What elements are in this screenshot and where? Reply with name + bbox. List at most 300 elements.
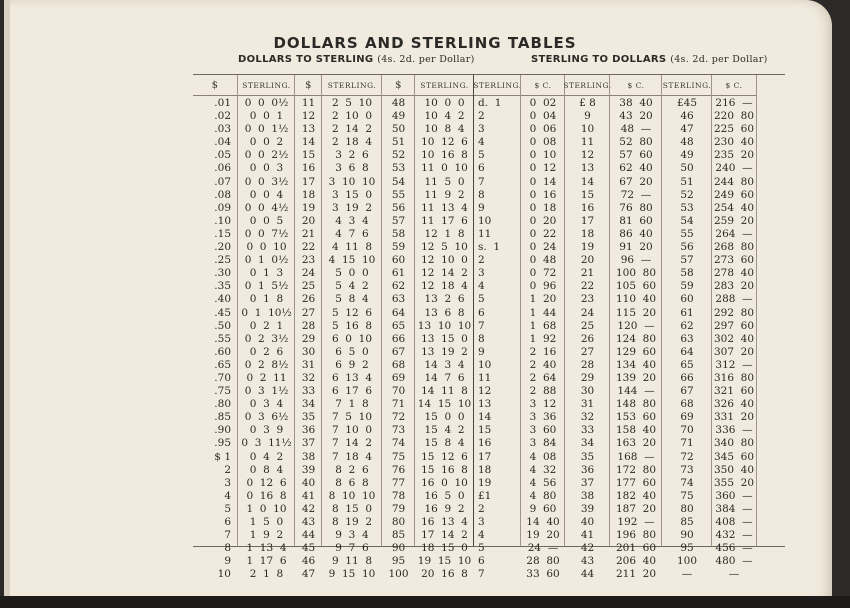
- table-cell: 33: [580, 424, 595, 437]
- table-cell: .02: [214, 110, 231, 123]
- table-cell: .30: [214, 267, 231, 280]
- table-cell: 53: [391, 162, 406, 175]
- table-cell: 7 18 4: [331, 450, 373, 463]
- table-cell: 39: [580, 502, 595, 515]
- table-cell: 9: [478, 201, 485, 214]
- table-cell: 1 92: [529, 332, 557, 345]
- table-cell: $ 1: [214, 450, 231, 463]
- table-cell: 14: [478, 411, 492, 424]
- table-cell: .04: [214, 136, 231, 149]
- table-cell: s. 1: [478, 241, 501, 254]
- table-cell: 12: [478, 385, 492, 398]
- table-cell: 95: [391, 555, 406, 568]
- table-cell: 7: [224, 529, 231, 542]
- table-cell: .09: [214, 201, 231, 214]
- table-cell: 25: [301, 280, 316, 293]
- table-cell: 254 40: [713, 201, 755, 214]
- table-cell: 0 2 3½: [244, 332, 289, 345]
- table-cell: 4: [478, 136, 485, 149]
- table-cell: 66: [680, 371, 694, 384]
- table-cell: 79: [391, 502, 406, 515]
- table-column: [321, 75, 382, 581]
- table-cell: 0 20: [529, 214, 557, 227]
- table-cell: 1 20: [529, 293, 557, 306]
- table-cell: 57: [391, 214, 406, 227]
- table-cell: 220 80: [713, 110, 755, 123]
- table-cell: 259 20: [713, 214, 755, 227]
- right-heading-text: STERLING TO DOLLARS: [531, 54, 667, 65]
- column-cells: [610, 97, 662, 581]
- table-cell: 63: [680, 332, 694, 345]
- table-cell: 0 0 4: [249, 188, 284, 201]
- table-cell: 0 0 2: [249, 136, 284, 149]
- table-cell: 20 16 8: [421, 568, 468, 581]
- table-cell: 62: [680, 319, 694, 332]
- table-cell: 53: [680, 201, 694, 214]
- table-cell: .75: [214, 385, 231, 398]
- table-cell: 28 80: [526, 555, 560, 568]
- table-cell: 11 17 6: [421, 214, 468, 227]
- table-cell: 13 10 10: [417, 319, 472, 332]
- table-cell: 18: [478, 463, 492, 476]
- table-cell: 5: [478, 149, 485, 162]
- table-cell: 16 13 4: [421, 516, 468, 528]
- table-cell: 38: [301, 450, 316, 463]
- table-cell: 345 60: [713, 450, 755, 463]
- table-cell: 3: [478, 123, 485, 136]
- table-cell: 37: [580, 476, 595, 489]
- table-cell: 9 60: [529, 502, 557, 515]
- table-cell: 18 15 0: [421, 542, 468, 555]
- table-cell: 4 7 6: [335, 227, 369, 240]
- table-cell: 177 60: [615, 476, 657, 489]
- right-rate-text: (4s. 2d. per Dollar): [670, 54, 768, 65]
- table-cell: 0 08: [529, 136, 557, 149]
- table-cell: 49: [391, 110, 406, 123]
- table-cell: 0 18: [529, 201, 557, 214]
- table-cell: 12 14 2: [421, 267, 468, 280]
- table-cell: 273 60: [713, 254, 755, 267]
- table-cell: 15 12 6: [421, 450, 468, 463]
- table-cell: 148 80: [615, 398, 657, 411]
- table-cell: 28: [301, 319, 316, 332]
- table-cell: 0 3 9: [249, 424, 284, 437]
- table-cell: 110 40: [615, 293, 657, 306]
- table-column: [381, 75, 415, 581]
- table-cell: 20: [301, 214, 316, 227]
- table-cell: 283 20: [713, 280, 755, 293]
- table-cell: 8 10 10: [328, 489, 376, 502]
- table-cell: 55: [391, 188, 406, 201]
- column-header: STERLING.: [565, 75, 610, 96]
- table-cell: £ 8: [579, 97, 596, 109]
- table-cell: 16: [301, 162, 316, 175]
- table-cell: 11: [580, 136, 595, 149]
- table-cell: 64: [680, 345, 694, 358]
- table-cell: 7 5 10: [331, 411, 373, 424]
- table-cell: 10 8 4: [424, 123, 465, 136]
- table-cell: 8 6 8: [335, 476, 369, 489]
- table-cell: 3 12: [529, 398, 557, 411]
- table-cell: 85: [391, 529, 406, 542]
- table-cell: 74: [680, 476, 694, 489]
- table-cell: 51: [680, 175, 694, 188]
- table-cell: 19 20: [526, 529, 560, 542]
- table-cell: 41: [580, 529, 595, 542]
- table-cell: 11: [301, 97, 316, 109]
- table-cell: 36: [580, 463, 595, 476]
- table-cell: 78: [391, 489, 406, 502]
- table-cell: 25: [580, 319, 595, 332]
- table-cell: 77: [391, 476, 406, 489]
- column-header: $: [382, 75, 415, 96]
- table-cell: 62: [391, 280, 406, 293]
- table-cell: 4 32: [529, 463, 557, 476]
- table-cell: 0 3 4: [249, 398, 284, 411]
- table-cell: 68: [680, 398, 694, 411]
- table-cell: 196 80: [615, 529, 657, 542]
- table-column: [711, 75, 757, 581]
- table-cell: 47: [301, 568, 316, 581]
- table-cell: 3 2 6: [335, 149, 369, 162]
- table-cell: 38: [580, 489, 595, 502]
- table-cell: 13 15 0: [421, 332, 468, 345]
- table-cell: .90: [214, 424, 231, 437]
- table-cell: 12: [580, 149, 595, 162]
- table-cell: .80: [214, 398, 231, 411]
- table-cell: 235 20: [713, 149, 755, 162]
- table-cell: .03: [214, 123, 231, 136]
- table-cell: 3 19 2: [331, 201, 373, 214]
- table-cell: 4 15 10: [328, 254, 376, 267]
- table-cell: 480 —: [715, 555, 753, 568]
- table-cell: 0 1 5½: [244, 280, 289, 293]
- table-cell: 115 20: [615, 306, 657, 319]
- table-cell: 10 4 2: [424, 110, 465, 123]
- table-cell: 4 3 4: [335, 214, 369, 227]
- table-cell: 5 4 2: [335, 280, 369, 293]
- table-cell: 10: [478, 214, 492, 227]
- table-cell: 288 —: [715, 293, 753, 306]
- table-column: [473, 75, 522, 581]
- table-cell: 19 15 10: [417, 555, 472, 568]
- column-header: STERLING.: [474, 75, 521, 96]
- table-cell: 43: [580, 555, 595, 568]
- table-cell: 24: [580, 306, 595, 319]
- table-cell: 10 16 8: [421, 149, 468, 162]
- table-cell: 10: [217, 568, 231, 581]
- table-cell: 268 80: [713, 241, 755, 254]
- column-cells: [712, 97, 756, 581]
- table-cell: 42: [580, 542, 595, 555]
- table-cell: 124 80: [615, 332, 657, 345]
- table-cell: .40: [214, 293, 231, 306]
- table-cell: 3: [478, 267, 485, 280]
- column-header: STERLING.: [322, 75, 382, 96]
- table-cell: 3: [478, 516, 485, 528]
- table-cell: 7 10 0: [331, 424, 373, 437]
- table-cell: 44: [580, 568, 595, 581]
- table-cell: 72 —: [620, 188, 652, 201]
- table-cell: 17: [301, 175, 316, 188]
- table-cell: 54: [680, 214, 694, 227]
- table-cell: 11: [478, 371, 492, 384]
- table-cell: 67: [680, 385, 694, 398]
- table-cell: 16: [580, 201, 595, 214]
- table-cell: 350 40: [713, 463, 755, 476]
- table-cell: 54: [391, 175, 406, 188]
- table-cell: 76: [391, 463, 406, 476]
- table-cell: 80: [391, 516, 406, 528]
- table-cell: 105 60: [615, 280, 657, 293]
- table-cell: 0 0 1½: [244, 123, 289, 136]
- column-cells: [662, 97, 712, 581]
- table-cell: 312 —: [715, 358, 753, 371]
- table-cell: .55: [214, 332, 231, 345]
- table-cell: 41: [301, 489, 316, 502]
- table-cell: 69: [680, 411, 694, 424]
- table-cell: 2 14 2: [331, 123, 373, 136]
- table-cell: 36: [301, 424, 316, 437]
- table-cell: 201 60: [615, 542, 657, 555]
- table-cell: 46: [680, 110, 694, 123]
- table-cell: £1: [478, 489, 492, 502]
- table-cell: 230 40: [713, 136, 755, 149]
- table-cell: 52: [680, 188, 694, 201]
- table-cell: 65: [391, 319, 406, 332]
- table-cell: 0 3 1½: [244, 385, 289, 398]
- table-cell: 9: [478, 345, 485, 358]
- table-cell: 1 9 2: [249, 529, 284, 542]
- table-cell: .08: [214, 188, 231, 201]
- table-cell: 211 20: [615, 568, 657, 581]
- column-cells: [474, 97, 521, 581]
- table-cell: 14 40: [526, 516, 560, 528]
- table-cell: 1 13 4: [246, 542, 287, 555]
- table-cell: 0 1 10½: [241, 306, 292, 319]
- table-cell: 432 —: [715, 529, 753, 542]
- table-cell: 100: [388, 568, 409, 581]
- table-cell: 9 15 10: [328, 568, 376, 581]
- sterling-to-dollars-heading: [531, 54, 768, 65]
- table-cell: 0 0 2½: [244, 149, 289, 162]
- column-cells: [193, 97, 237, 581]
- table-cell: 28: [580, 358, 595, 371]
- table-cell: 31: [580, 398, 595, 411]
- table-cell: —: [681, 568, 693, 581]
- table-cell: .70: [214, 371, 231, 384]
- table-cell: 0 22: [529, 227, 557, 240]
- table-cell: 8: [478, 332, 485, 345]
- table-cell: 2 64: [529, 371, 557, 384]
- table-cell: 278 40: [713, 267, 755, 280]
- table-cell: 0 4 2: [249, 450, 284, 463]
- table-cell: 73: [680, 463, 694, 476]
- table-cell: 0 3 6½: [244, 411, 289, 424]
- table-cell: 355 20: [713, 476, 755, 489]
- table-cell: .25: [214, 254, 231, 267]
- table-cell: 14: [580, 175, 595, 188]
- left-rate-text: (4s. 2d. per Dollar): [377, 54, 475, 65]
- table-cell: 90: [391, 542, 406, 555]
- column-header: STERLING.: [415, 75, 474, 96]
- table-cell: 38 40: [619, 97, 653, 109]
- table-column: [193, 75, 237, 581]
- table-cell: 32: [301, 371, 316, 384]
- table-cell: 29: [580, 371, 595, 384]
- table-cell: 66: [391, 332, 406, 345]
- table-cell: 80: [680, 502, 694, 515]
- table-cell: 30: [301, 345, 316, 358]
- table-cell: —: [728, 568, 740, 581]
- table-column: [609, 75, 662, 581]
- table-cell: 15 8 4: [424, 437, 465, 450]
- table-cell: 1 68: [529, 319, 557, 332]
- table-cell: 0 16 8: [246, 489, 287, 502]
- column-header: $ C.: [521, 75, 565, 96]
- table-cell: 86 40: [619, 227, 653, 240]
- table-cell: 6: [478, 306, 485, 319]
- table-cell: 49: [680, 149, 694, 162]
- table-cell: 13: [580, 162, 595, 175]
- table-cell: 5 0 0: [335, 267, 369, 280]
- table-cell: 19: [580, 241, 595, 254]
- table-cell: 316 80: [713, 371, 755, 384]
- table-cell: 40: [580, 516, 595, 528]
- table-cell: 55: [680, 227, 694, 240]
- table-cell: .20: [214, 241, 231, 254]
- table-cell: 13 6 8: [424, 306, 465, 319]
- table-cell: 35: [301, 411, 316, 424]
- table-cell: 15: [301, 149, 316, 162]
- table-cell: 15 4 2: [424, 424, 465, 437]
- table-cell: 61: [391, 267, 406, 280]
- table-cell: 15: [580, 188, 595, 201]
- table-cell: 3 6 8: [335, 162, 369, 175]
- table-cell: 2: [478, 254, 485, 267]
- table-cell: 2: [478, 110, 485, 123]
- table-column: [414, 75, 474, 581]
- column-cells: [322, 97, 382, 581]
- table-column: [237, 75, 295, 581]
- table-cell: 35: [580, 450, 595, 463]
- table-cell: 42: [301, 502, 316, 515]
- table-cell: 9: [584, 110, 591, 123]
- table-cell: 15 16 8: [421, 463, 468, 476]
- table-cell: 70: [391, 385, 406, 398]
- desk-shadow: [0, 596, 850, 608]
- table-cell: 158 40: [615, 424, 657, 437]
- table-cell: 8 15 0: [331, 502, 373, 515]
- table-cell: 9 11 8: [331, 555, 373, 568]
- table-cell: 216 —: [715, 97, 753, 109]
- table-cell: 58: [680, 267, 694, 280]
- table-cell: 60: [680, 293, 694, 306]
- table-cell: 16: [478, 437, 492, 450]
- table-cell: 8: [224, 542, 231, 555]
- table-cell: 46: [301, 555, 316, 568]
- table-cell: 2 18 4: [331, 136, 373, 149]
- table-cell: 18: [580, 227, 595, 240]
- table-cell: 244 80: [713, 175, 755, 188]
- table-cell: 0 0 4½: [244, 201, 289, 214]
- table-cell: 0 1 0½: [244, 254, 289, 267]
- table-cell: .35: [214, 280, 231, 293]
- table-cell: 0 12 6: [246, 476, 287, 489]
- table-cell: 59: [680, 280, 694, 293]
- table-cell: 58: [391, 227, 406, 240]
- table-cell: 75: [680, 489, 694, 502]
- table-cell: 9: [224, 555, 231, 568]
- table-cell: 139 20: [615, 371, 657, 384]
- table-cell: £45: [676, 97, 698, 109]
- table-cell: 50: [391, 123, 406, 136]
- table-cell: .85: [214, 411, 231, 424]
- table-cell: 48: [680, 136, 694, 149]
- table-cell: 10: [580, 123, 595, 136]
- table-cell: 292 80: [713, 306, 755, 319]
- table-cell: .07: [214, 175, 231, 188]
- table-cell: 75: [391, 450, 406, 463]
- table-cell: 6: [224, 516, 231, 528]
- table-cell: 12 1 8: [424, 227, 465, 240]
- table-cell: 63: [391, 293, 406, 306]
- column-header: $ C.: [610, 75, 662, 96]
- table-cell: 0 16: [529, 188, 557, 201]
- table-cell: 26: [301, 293, 316, 306]
- table-cell: 29: [301, 332, 316, 345]
- table-cell: 326 40: [713, 398, 755, 411]
- table-cell: 0 06: [529, 123, 557, 136]
- table-cell: 15 0 0: [424, 411, 465, 424]
- table-cell: 47: [680, 123, 694, 136]
- table-cell: 264 —: [715, 227, 753, 240]
- table-cell: 100: [676, 555, 698, 568]
- table-cell: .95: [214, 437, 231, 450]
- table-cell: 52 80: [619, 136, 653, 149]
- table-cell: 129 60: [615, 345, 657, 358]
- table-cell: 27: [301, 306, 316, 319]
- table-cell: 14: [301, 136, 316, 149]
- table-cell: 22: [580, 280, 595, 293]
- table-cell: 302 40: [713, 332, 755, 345]
- table-cell: 0 24: [529, 241, 557, 254]
- table-cell: 0 2 11: [246, 371, 287, 384]
- table-cell: 0 10: [529, 149, 557, 162]
- table-cell: .10: [214, 214, 231, 227]
- table-cell: 15: [478, 424, 492, 437]
- table-cell: 32: [580, 411, 595, 424]
- table-cell: 48: [391, 97, 406, 109]
- table-cell: 68: [391, 358, 406, 371]
- table-cell: 12 5 10: [421, 241, 468, 254]
- table-cell: 43: [301, 516, 316, 528]
- table-cell: 2: [478, 502, 485, 515]
- table-cell: 331 20: [713, 411, 755, 424]
- table-cell: 2: [224, 463, 231, 476]
- page-title: DOLLARS AND STERLING TABLES: [273, 34, 577, 52]
- table-cell: 56: [391, 201, 406, 214]
- table-cell: 0 2 8½: [244, 358, 289, 371]
- table-cell: 3 60: [529, 424, 557, 437]
- table-cell: 6 9 2: [335, 358, 369, 371]
- table-cell: 4: [224, 489, 231, 502]
- table-cell: 13 19 2: [421, 345, 468, 358]
- left-heading-text: DOLLARS TO STERLING: [238, 54, 374, 65]
- table-cell: .45: [214, 306, 231, 319]
- table-column: [520, 75, 565, 581]
- table-cell: 71: [391, 398, 406, 411]
